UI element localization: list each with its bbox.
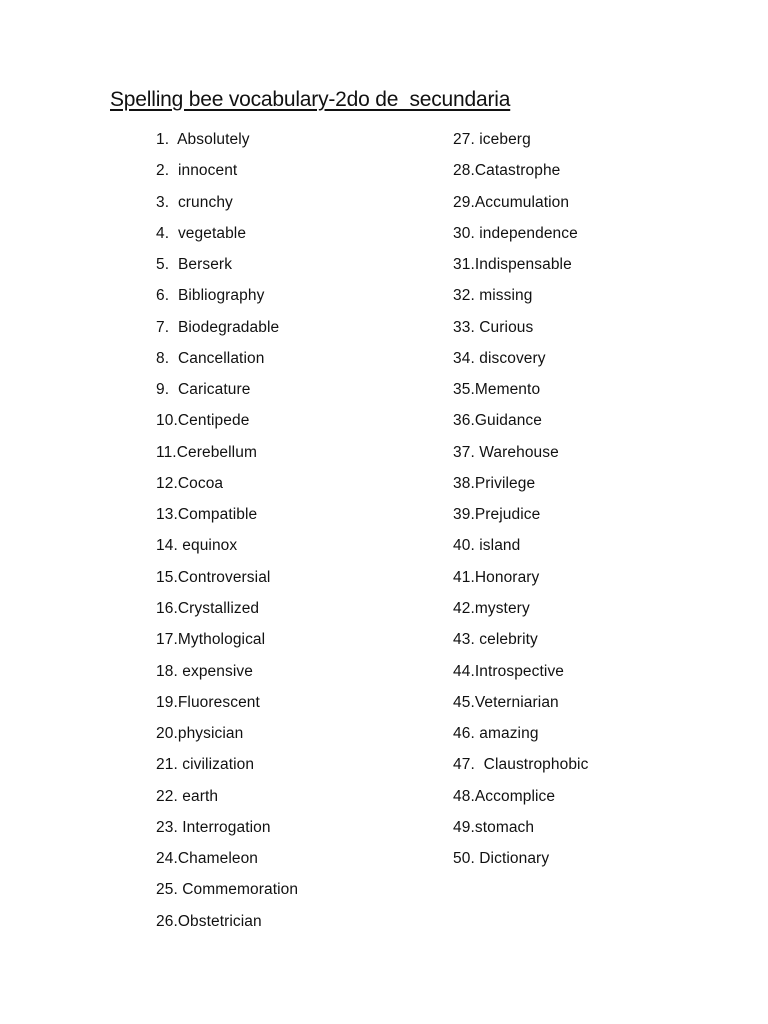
vocabulary-list-item: 28.Catastrophe (453, 162, 561, 180)
vocabulary-list-item: 50. Dictionary (453, 850, 550, 868)
vocabulary-list-item: 11.Cerebellum (156, 443, 257, 461)
vocabulary-list-item: 30. independence (453, 224, 578, 242)
vocabulary-list-item: 6. Bibliography (156, 287, 265, 305)
vocabulary-list-item: 2. innocent (156, 162, 238, 180)
vocabulary-list-item: 45.Veterniarian (453, 693, 559, 711)
vocabulary-list-item: 31.Indispensable (453, 256, 572, 274)
vocabulary-list-item: 35.Memento (453, 381, 541, 399)
vocabulary-list-item: 41.Honorary (453, 568, 540, 586)
vocabulary-list-item: 47. Claustrophobic (453, 756, 589, 774)
vocabulary-list-item: 29.Accumulation (453, 193, 570, 211)
vocabulary-list-item: 39.Prejudice (453, 506, 541, 524)
vocabulary-list-item: 12.Cocoa (156, 474, 224, 492)
vocabulary-list-item: 48.Accomplice (453, 787, 556, 805)
vocabulary-list-item: 18. expensive (156, 662, 253, 680)
vocabulary-list-item: 24.Chameleon (156, 850, 259, 868)
page-title: Spelling bee vocabulary-2do de secundaria (110, 88, 511, 111)
vocabulary-list-item: 7. Biodegradable (156, 318, 280, 336)
vocabulary-list-item: 27. iceberg (453, 131, 531, 148)
vocabulary-list-item: 36.Guidance (453, 412, 542, 430)
vocabulary-list-item: 43. celebrity (453, 631, 538, 649)
vocabulary-list-item: 49.stomach (453, 818, 535, 836)
vocabulary-list-item: 13.Compatible (156, 506, 258, 524)
vocabulary-list-item: 4. vegetable (156, 224, 247, 242)
vocabulary-list-item: 34. discovery (453, 349, 546, 367)
vocabulary-list-item: 22. earth (156, 787, 219, 805)
vocabulary-list-item: 21. civilization (156, 756, 255, 774)
vocabulary-list-item: 9. Caricature (156, 381, 251, 399)
vocabulary-list-item: 25. Commemoration (156, 881, 299, 899)
vocabulary-list-item: 1. Absolutely (156, 131, 250, 148)
vocabulary-list-item: 14. equinox (156, 537, 238, 555)
vocabulary-list-item: 16.Crystallized (156, 599, 260, 617)
vocabulary-list-item: 15.Controversial (156, 568, 271, 586)
vocabulary-list-item: 46. amazing (453, 725, 539, 743)
vocabulary-list-item: 23. Interrogation (156, 818, 271, 836)
vocabulary-list-item: 17.Mythological (156, 631, 266, 649)
vocabulary-list-item: 26.Obstetrician (156, 912, 262, 930)
vocabulary-list-item: 37. Warehouse (453, 443, 559, 461)
vocabulary-list-item: 42.mystery (453, 599, 530, 617)
word-list-right-column (453, 126, 588, 876)
vocabulary-list-item: 8. Cancellation (156, 349, 265, 367)
word-list-left-column (156, 126, 298, 939)
vocabulary-list-item: 44.Introspective (453, 662, 565, 680)
vocabulary-list-item: 32. missing (453, 287, 533, 305)
vocabulary-list-item: 10.Centipede (156, 412, 250, 430)
vocabulary-list-item: 40. island (453, 537, 521, 555)
vocabulary-list-item: 19.Fluorescent (156, 693, 260, 711)
vocabulary-list-item: 3. crunchy (156, 193, 233, 211)
vocabulary-list-item: 38.Privilege (453, 474, 536, 492)
vocabulary-list-item: 5. Berserk (156, 256, 233, 274)
vocabulary-list-item: 20.physician (156, 725, 244, 743)
vocabulary-list-item: 33. Curious (453, 318, 534, 336)
